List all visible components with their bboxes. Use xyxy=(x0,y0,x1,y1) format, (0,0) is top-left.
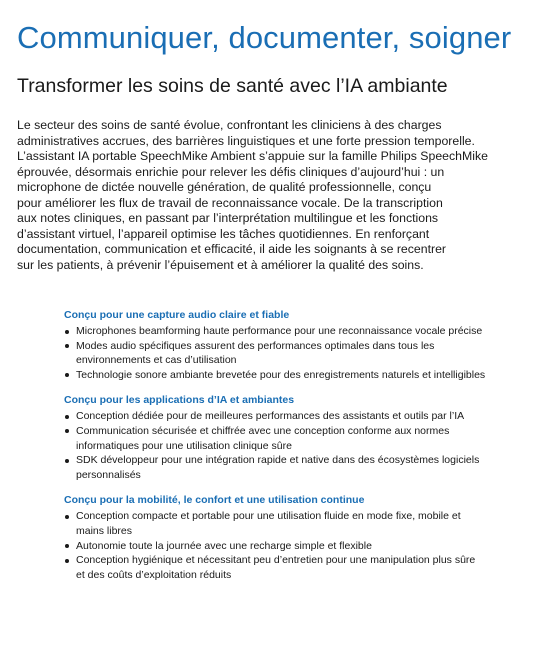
bullet-text: SDK développeur pour une intégration rapide et native dans des écosystèmes logiciels xyxy=(76,454,480,467)
intro-line: documentation, communication et efficacité, il aide les soignants à se recentrer xyxy=(17,242,447,256)
bullet-item xyxy=(64,324,539,339)
intro-line: microphone de dictée nouvelle génération, de qualité professionnelle, conçu xyxy=(17,180,432,194)
bullet-text: Conception dédiée pour de meilleures performances des assistants et outils par l’IA xyxy=(76,410,465,423)
bullet-item xyxy=(64,368,539,383)
bullet-list xyxy=(64,324,539,382)
section-heading: Conçu pour la mobilité, le confort et une utilisation continue xyxy=(64,494,365,507)
intro-line: d’assistant virtuel, l’appareil optimise les tâches quotidiennes. En renforçant xyxy=(17,226,430,241)
section-mobility-comfort xyxy=(64,494,539,582)
bullet-text: environnements et cas d’utilisation xyxy=(76,354,237,367)
document-page xyxy=(17,20,537,273)
bullet-text: Technologie sonore ambiante brevetée pour des enregistrements naturels et intelligibles xyxy=(76,368,486,381)
section-audio-capture xyxy=(64,309,539,382)
intro-line: aux notes cliniques, en passant par l’interprétation multilingue et les fonctions xyxy=(17,211,439,225)
bullet-item xyxy=(64,424,539,453)
bullet-list xyxy=(64,409,539,482)
bullet-text: Autonomie toute la journée avec une recharge simple et flexible xyxy=(76,539,372,552)
bullet-item xyxy=(64,553,539,582)
bullet-item xyxy=(64,509,539,538)
bullet-item xyxy=(64,339,539,368)
intro-line: pour améliorer les flux de travail de reconnaissance vocale. De la transcription xyxy=(17,195,443,210)
intro-line: Le secteur des soins de santé évolue, confrontant les cliniciens à des charges xyxy=(17,118,442,132)
bullet-text: Conception hygiénique et nécessitant peu d’entretien pour une manipulation plus sûre xyxy=(76,554,476,567)
bullet-item xyxy=(64,409,539,424)
bullet-text: informatiques pour une utilisation clinique sûre xyxy=(76,439,292,452)
intro-line: L’assistant IA portable SpeechMike Ambient s’appuie sur la famille Philips SpeechMike xyxy=(17,149,488,163)
intro-line: sur les patients, à prévenir l’épuisement et à améliorer la qualité des soins. xyxy=(17,257,424,272)
section-ai-applications xyxy=(64,394,539,482)
intro-paragraph xyxy=(17,118,537,273)
bullet-text: personnalisés xyxy=(76,468,141,481)
bullet-text: Modes audio spécifiques assurent des performances optimales dans tous les xyxy=(76,339,435,352)
bullet-list xyxy=(64,509,539,582)
feature-sections xyxy=(64,309,539,594)
bullet-item xyxy=(64,453,539,482)
section-heading: Conçu pour une capture audio claire et fiable xyxy=(64,309,290,321)
bullet-text: et des coûts d’exploitation réduits xyxy=(76,568,232,581)
bullet-item xyxy=(64,539,539,554)
intro-line: éprouvée, désormais enrichie pour relever les défis cliniques d’aujourd’hui : un xyxy=(17,164,445,179)
page-title: Communiquer, documenter, soigner xyxy=(17,20,512,55)
bullet-text: mains libres xyxy=(76,524,133,537)
bullet-text: Microphones beamforming haute performance pour une reconnaissance vocale précise xyxy=(76,325,483,337)
intro-line: administratives accrues, des barrières linguistiques et une forte pression temporelle. xyxy=(17,133,475,148)
bullet-text: Communication sécurisée et chiffrée avec une conception conforme aux normes xyxy=(76,424,450,437)
page-subtitle: Transformer les soins de santé avec l’IA ambiante xyxy=(17,75,448,97)
bullet-text: Conception compacte et portable pour une utilisation fluide en mode fixe, mobile et xyxy=(76,510,461,523)
section-heading: Conçu pour les applications d’IA et ambiantes xyxy=(64,394,295,407)
